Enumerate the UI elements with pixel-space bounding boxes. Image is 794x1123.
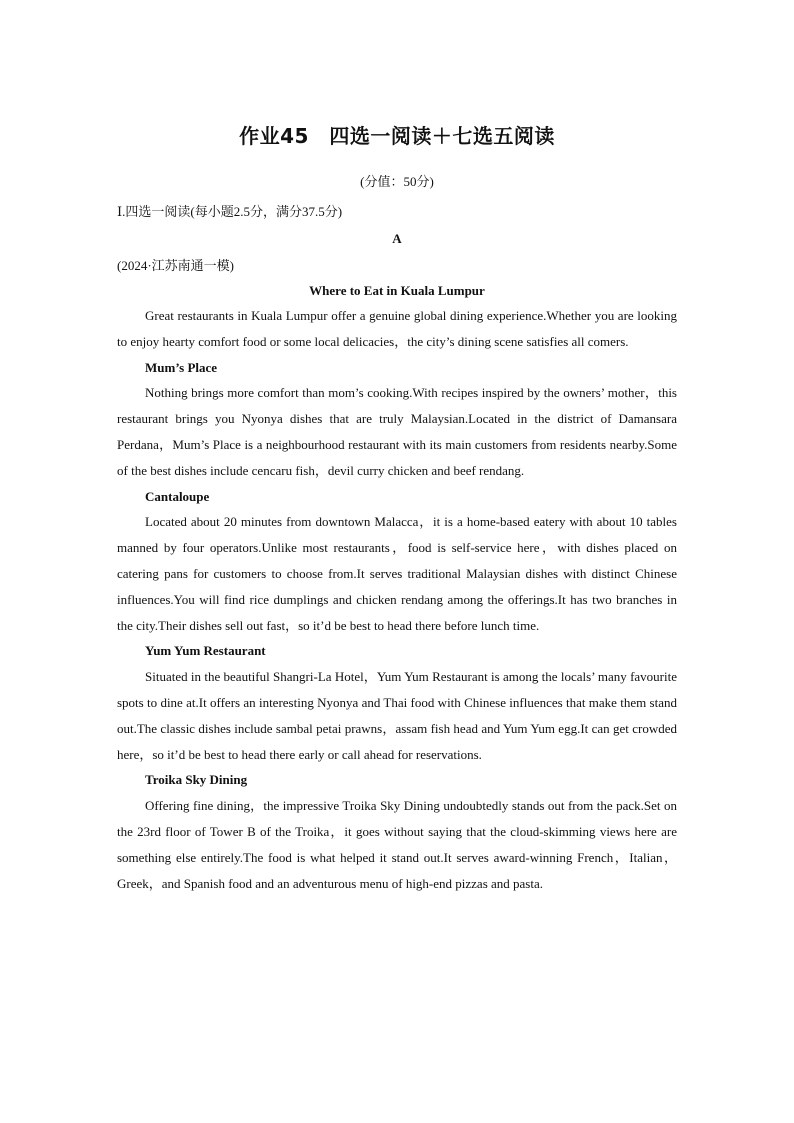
article-title: Where to Eat in Kuala Lumpur bbox=[309, 283, 485, 298]
restaurant-description: Offering fine dining，the impressive Troika Sky Dining undoubtedly stands out from the pack.Set on the 23rd floor of Tower B of the Troika，it goes without saying that the cloud-skimming views here are something else entirely.The food is what helped it stand out.It serves award-winning French，Italian，Greek，and Spanish food and an adventurous menu of high-end pizzas and pasta. bbox=[117, 798, 677, 891]
assignment-title: 作业45 四选一阅读＋七选五阅读 bbox=[239, 124, 555, 148]
restaurant-name: Yum Yum Restaurant bbox=[145, 643, 266, 659]
restaurant-name: Mum’s Place bbox=[145, 359, 218, 375]
restaurant-name: Cantaloupe bbox=[145, 488, 210, 504]
part-label: A bbox=[392, 231, 402, 246]
restaurant-description: Nothing brings more comfort than mom’s cooking.With recipes inspired by the owners’ mother，this restaurant brings you Nyonya dishes that are truly Malaysian.Located in the district of Damansara Perdana，Mum’s Place is a neighbourhood restaurant with its main customers from residents nearby.Some of the best dishes include cencaru fish，devil curry chicken and beef rendang. bbox=[117, 385, 677, 478]
restaurant-name: Troika Sky Dining bbox=[145, 772, 248, 788]
source-note: (2024·江苏南通一模) bbox=[117, 258, 234, 273]
section-heading: Ⅰ.四选一阅读(每小题2.5分，满分37.5分) bbox=[117, 204, 343, 219]
article-body bbox=[117, 303, 677, 896]
restaurant-description: Located about 20 minutes from downtown Malacca，it is a home-based eatery with about 10 tables manned by four operators.Unlike most restaurants，food is self-service here，with dishes placed on catering pans for customers to choose from.It serves traditional Malaysian dishes with distinct Chinese influences.You will find rice dumplings and chicken rendang among the offerings.It has two branches in the city.Their dishes sell out fast，so it’d be best to head there before lunch time. bbox=[117, 514, 677, 633]
intro-paragraph: Great restaurants in Kuala Lumpur offer a genuine global dining experience.Whether you are looking to enjoy hearty comfort food or some local delicacies，the city’s dining scene satisfies all comers. bbox=[117, 308, 677, 349]
restaurant-description: Situated in the beautiful Shangri-La Hotel，Yum Yum Restaurant is among the locals’ many favourite spots to dine at.It offers an interesting Nyonya and Thai food with Chinese influences that make them stand out.The classic dishes include sambal petai prawns，assam fish head and Yum Yum egg.It can get crowded here，so it’d be best to head there early or call ahead for reservations. bbox=[117, 669, 677, 762]
score-note: (分值：50分) bbox=[360, 174, 434, 189]
